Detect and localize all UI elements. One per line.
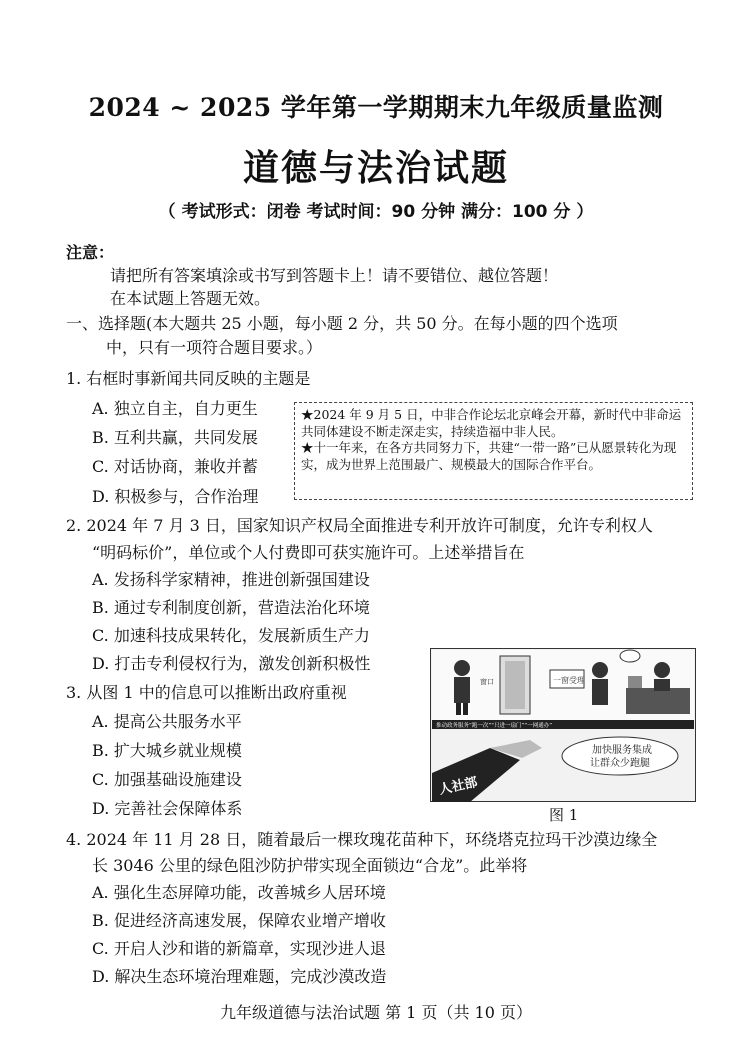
question-1-option-d: D. 积极参与，合作治理 (92, 487, 259, 506)
sleeve-text: 人社部 (437, 775, 479, 798)
section-heading-line-1: 一、选择题(本大题共 25 小题，每小题 2 分，共 50 分。在每小题的四个选项 (66, 314, 618, 333)
page-footer: 九年级道德与法治试题 第 1 页（共 10 页） (220, 1003, 532, 1022)
question-4-option-b: B. 促进经济高速发展，保障农业增产增收 (92, 911, 386, 930)
question-2-stem-line-1: 2. 2024 年 7 月 3 日，国家知识产权局全面推进专利开放许可制度，允许专利权人 (66, 516, 653, 535)
exam-title: 2024 ~ 2025 学年第一学期期末九年级质量监测 (88, 93, 664, 122)
question-4-stem-line-2: 长 3046 公里的绿色阻沙防护带实现全面锁边“合龙”。此举将 (92, 856, 528, 875)
exam-info: （ 考试形式：闭卷 考试时间：90 分钟 满分：100 分 ） (158, 202, 594, 222)
notes-line-1: 请把所有答案填涂或书写到答题卡上！请不要错位、越位答题！ (110, 266, 559, 285)
figure-1-caption: 图 1 (549, 806, 579, 824)
question-1-option-c: C. 对话协商，兼收并蓄 (92, 457, 258, 476)
counter-sign: 一窗受理 (553, 676, 585, 685)
question-1-option-a: A. 独立自主，自力更生 (92, 399, 258, 418)
news-box (294, 402, 693, 500)
speech-bubble (562, 737, 678, 775)
speech-bubble-line-2: 让群众少跑腿 (590, 758, 650, 769)
question-3-stem: 3. 从图 1 中的信息可以推断出政府重视 (66, 683, 347, 702)
figure-1-illustration (430, 648, 696, 802)
question-3-option-c: C. 加强基础设施建设 (92, 770, 242, 789)
question-4-stem-line-1: 4. 2024 年 11 月 28 日，随着最后一棵玫瑰花苗种下，环绕塔克拉玛干沙漠边缘全 (66, 830, 658, 849)
news-item-2: ★十一年来，在各方共同努力下，共建“一带一路”已从愿景转化为现实，成为世界上范围最广、规模最大的国际合作平台。 (301, 440, 677, 472)
question-2-option-c: C. 加速科技成果转化，发展新质生产力 (92, 626, 370, 645)
notes-label: 注意： (66, 243, 115, 262)
question-2-stem-line-2: “明码标价”，单位或个人付费即可获实施许可。上述举措旨在 (92, 543, 525, 562)
subject-title: 道德与法治试题 (242, 147, 509, 189)
door-small-sign: 窗口 (480, 678, 494, 686)
news-item-1: ★2024 年 9 月 5 日，中非合作论坛北京峰会开幕，新时代中非命运共同体建设不断走深走实，持续造福中非人民。 (301, 407, 682, 439)
section-heading-line-2: 中，只有一项符合题目要求。） (106, 338, 323, 357)
question-3-option-b: B. 扩大城乡就业规模 (92, 741, 242, 760)
door-icon (500, 656, 530, 714)
person-middle-icon (592, 662, 608, 705)
question-4-option-a: A. 强化生态屏障功能，改善城乡人居环境 (92, 883, 386, 902)
question-2-option-a: A. 发扬科学家精神，推进创新强国建设 (92, 570, 370, 589)
question-4-option-d: D. 解决生态环境治理难题，完成沙漠改造 (92, 967, 387, 986)
figure-banner-text: 推动政务服务“跑一次”“只进一扇门”“一网通办” (436, 723, 553, 729)
question-4-option-c: C. 开启人沙和谐的新篇章，实现沙进人退 (92, 939, 386, 958)
notes-line-2: 在本试题上答题无效。 (110, 289, 271, 308)
question-2-option-d: D. 打击专利侵权行为，激发创新积极性 (92, 654, 371, 673)
question-1-stem: 1. 右框时事新闻共同反映的主题是 (66, 369, 311, 388)
speech-bubble-line-1: 加快服务集成 (592, 745, 652, 756)
question-3-option-d: D. 完善社会保障体系 (92, 799, 243, 818)
question-3-option-a: A. 提高公共服务水平 (92, 712, 242, 731)
question-1-option-b: B. 互利共赢，共同发展 (92, 428, 258, 447)
question-2-option-b: B. 通过专利制度创新，营造法治化环境 (92, 598, 370, 617)
